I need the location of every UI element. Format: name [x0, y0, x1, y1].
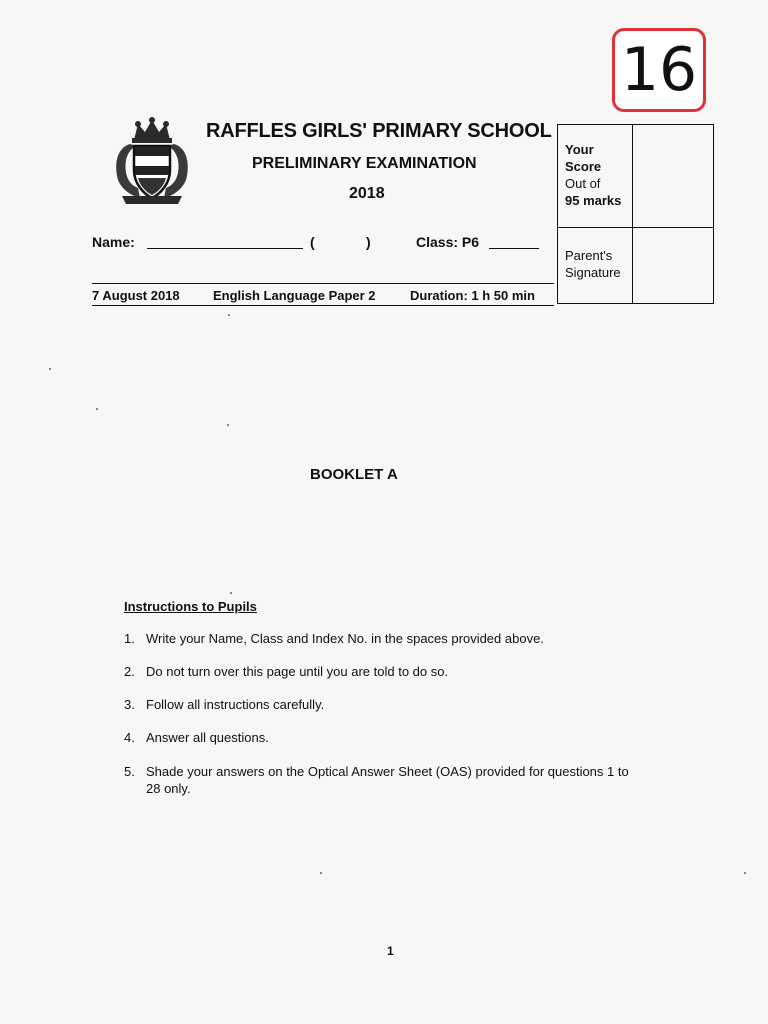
exam-date: 7 August 2018 — [92, 288, 180, 303]
score-label-line: Score — [565, 159, 602, 174]
page-number: 1 — [387, 944, 394, 958]
instruction-number: 2. — [124, 664, 135, 679]
school-name: RAFFLES GIRLS' PRIMARY SCHOOL — [206, 120, 552, 142]
score-label — [565, 141, 621, 209]
instruction-number: 5. — [124, 764, 135, 779]
instructions-heading: Instructions to Pupils — [124, 599, 257, 614]
score-label-line: Out of — [565, 176, 601, 191]
separator-line — [92, 283, 554, 284]
scan-speck — [49, 368, 51, 370]
scan-speck — [320, 872, 322, 874]
scan-speck — [230, 592, 232, 594]
page-number-badge: 16 — [612, 28, 706, 112]
scan-speck — [227, 424, 229, 426]
info-underline — [92, 305, 554, 306]
instruction-item — [124, 631, 544, 646]
instruction-text: Shade your answers on the Optical Answer Sheet (OAS) provided for questions 1 to — [146, 764, 629, 779]
scan-speck — [744, 872, 746, 874]
instruction-number: 3. — [124, 697, 135, 712]
school-crest-logo — [112, 114, 192, 206]
booklet-title: BOOKLET A — [310, 466, 398, 483]
instruction-item — [124, 664, 448, 679]
parent-label-line: Signature — [565, 265, 621, 280]
instruction-number: 4. — [124, 730, 135, 745]
score-box-divider-vertical — [632, 125, 633, 303]
instruction-text: Answer all questions. — [146, 730, 269, 745]
instruction-text: Follow all instructions carefully. — [146, 697, 325, 712]
instruction-item — [124, 763, 629, 797]
name-field-line[interactable] — [147, 248, 303, 249]
exam-year: 2018 — [349, 185, 385, 202]
exam-title: PRELIMINARY EXAMINATION — [252, 155, 477, 172]
instruction-text: Write your Name, Class and Index No. in the spaces provided above. — [146, 631, 544, 646]
instruction-item — [124, 730, 269, 745]
class-field-line[interactable] — [489, 248, 539, 249]
parent-label-line: Parent's — [565, 248, 613, 263]
index-close-bracket: ) — [366, 234, 371, 250]
instruction-text: Do not turn over this page until you are told to do so. — [146, 664, 449, 679]
score-label-line: Your — [565, 142, 594, 157]
exam-duration: Duration: 1 h 50 min — [410, 288, 535, 303]
instruction-text-continued: 28 only. — [146, 781, 191, 796]
score-label-line: 95 marks — [565, 193, 622, 208]
name-label: Name: — [92, 234, 135, 250]
paper-name: English Language Paper 2 — [213, 288, 376, 303]
instruction-item — [124, 697, 324, 712]
parent-signature-label — [565, 247, 621, 281]
class-label: Class: P6 — [416, 234, 480, 250]
scan-speck — [228, 314, 230, 316]
instruction-number: 1. — [124, 631, 135, 646]
index-open-bracket: ( — [310, 234, 315, 250]
scan-speck — [96, 408, 98, 410]
score-box-divider-horizontal — [558, 227, 713, 228]
